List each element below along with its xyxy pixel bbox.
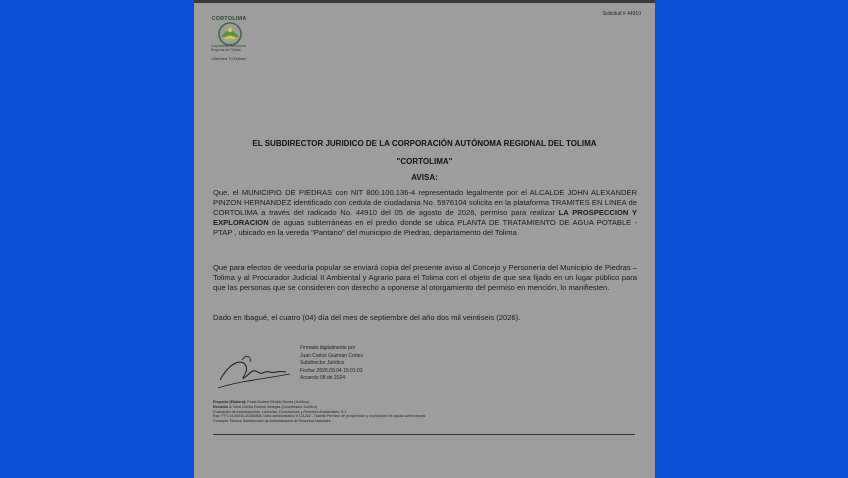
heading-cortolima: "CORTOLIMA" — [396, 157, 453, 166]
logo-tagline: ¡Siembra Tu Futuro! — [211, 56, 247, 61]
document-footer — [213, 400, 637, 424]
paragraph-request-part-2: de aguas subterráneas en el predio donde se ubica PLANTA DE TRATAMIENTO DE AGUA POTABLE - PTAP , ubicado en la vereda "Pantano" del municipio de Piedras, departamento del Tolima — [213, 217, 637, 237]
solicitud-number: Solicitud # 44910 — [602, 11, 641, 17]
heading-subdirector: EL SUBDIRECTOR JURIDICO DE LA CORPORACIÓN AUTÓNOMA REGIONAL DEL TOLIMA — [252, 139, 597, 148]
paragraph-dado-en: Dado en Ibagué, el cuatro (04) día del mes de septiembre del año dos mil veintiseis (2026). — [213, 313, 521, 322]
signature-line-2: Juan Carlos Guzmán Cortes — [300, 352, 364, 359]
paragraph-request-bold: LA PROSPECCION Y EXPLORACION — [213, 207, 638, 227]
signature-line-1: Firmado digitalmente por — [300, 345, 356, 351]
paragraph-request — [213, 188, 637, 238]
paragraph-request-part-1: Que, el MUNICIPIO DE PIEDRAS con NIT 800.100.136-4 representado legalmente por el ALCALDE JOHN ALEXANDER PINZON HERNANDEZ identificado con cedula de ciudadania No. 5976104 solicita en la plataforma TRAMITES EN LINEA de CORTOLIMA a través del radicado No. 44910 del 05 de agosto de 2026, permiso para realizar — [213, 188, 637, 217]
footer-line-2-label: Revisión 1: — [213, 404, 234, 409]
footer-line-4: Exp: PYT-14-44910-20260804 / Acto administrativo # 121262 - Trámite Permiso de prospección y exploración de aguas subterráneas — [213, 414, 426, 419]
footer-line-2-value: Nora Camila Ramos Vanegas (Coordinador Jurídico) — [233, 404, 318, 409]
digital-signature-block — [300, 345, 363, 383]
signature-line-3: Subdirector Jurídico — [300, 360, 345, 367]
footer-line-5: Concepto Técnico Subdirección de Administración de Recursos Naturales — [213, 419, 331, 424]
logo-name: CORTOLIMA — [211, 16, 247, 22]
footer-rule — [213, 434, 635, 435]
logo-subtitle: Corporación Autónoma Regional del Tolima — [211, 44, 246, 52]
signature-line-5: Acuerdo 08 de 2024 — [300, 375, 346, 382]
signature-line-4: Fecha: 2026.09.04 15:01:03 — [300, 367, 363, 374]
footer-line-1-label: Proyectó (Elaboró): — [213, 400, 248, 404]
handwritten-signature-icon — [216, 350, 296, 394]
footer-line-3: Evaluación de Autorizaciones, Licencias, Concesiones y Permisos Ambientales, S.J. — [213, 409, 348, 414]
document-page — [194, 0, 655, 478]
page-top-border — [194, 0, 655, 3]
paragraph-veeduria: Que para efectos de veeduría popular se enviará copia del presente aviso al Concejo y Personería del Municipio de Piedras – Tolima y al Procurador Judicial II Ambiental y Agrario para el Tolima con el objeto de que sea fijado en un lugar público para que las personas que se consideren con derecho a oponerse al otorgamiento del permiso en mención, lo manifiesten. — [213, 263, 637, 292]
heading-avisa: AVISA: — [411, 173, 438, 182]
footer-line-1-value: Paula Andrea Giraldo Rueda (Jurídico) — [247, 400, 310, 404]
